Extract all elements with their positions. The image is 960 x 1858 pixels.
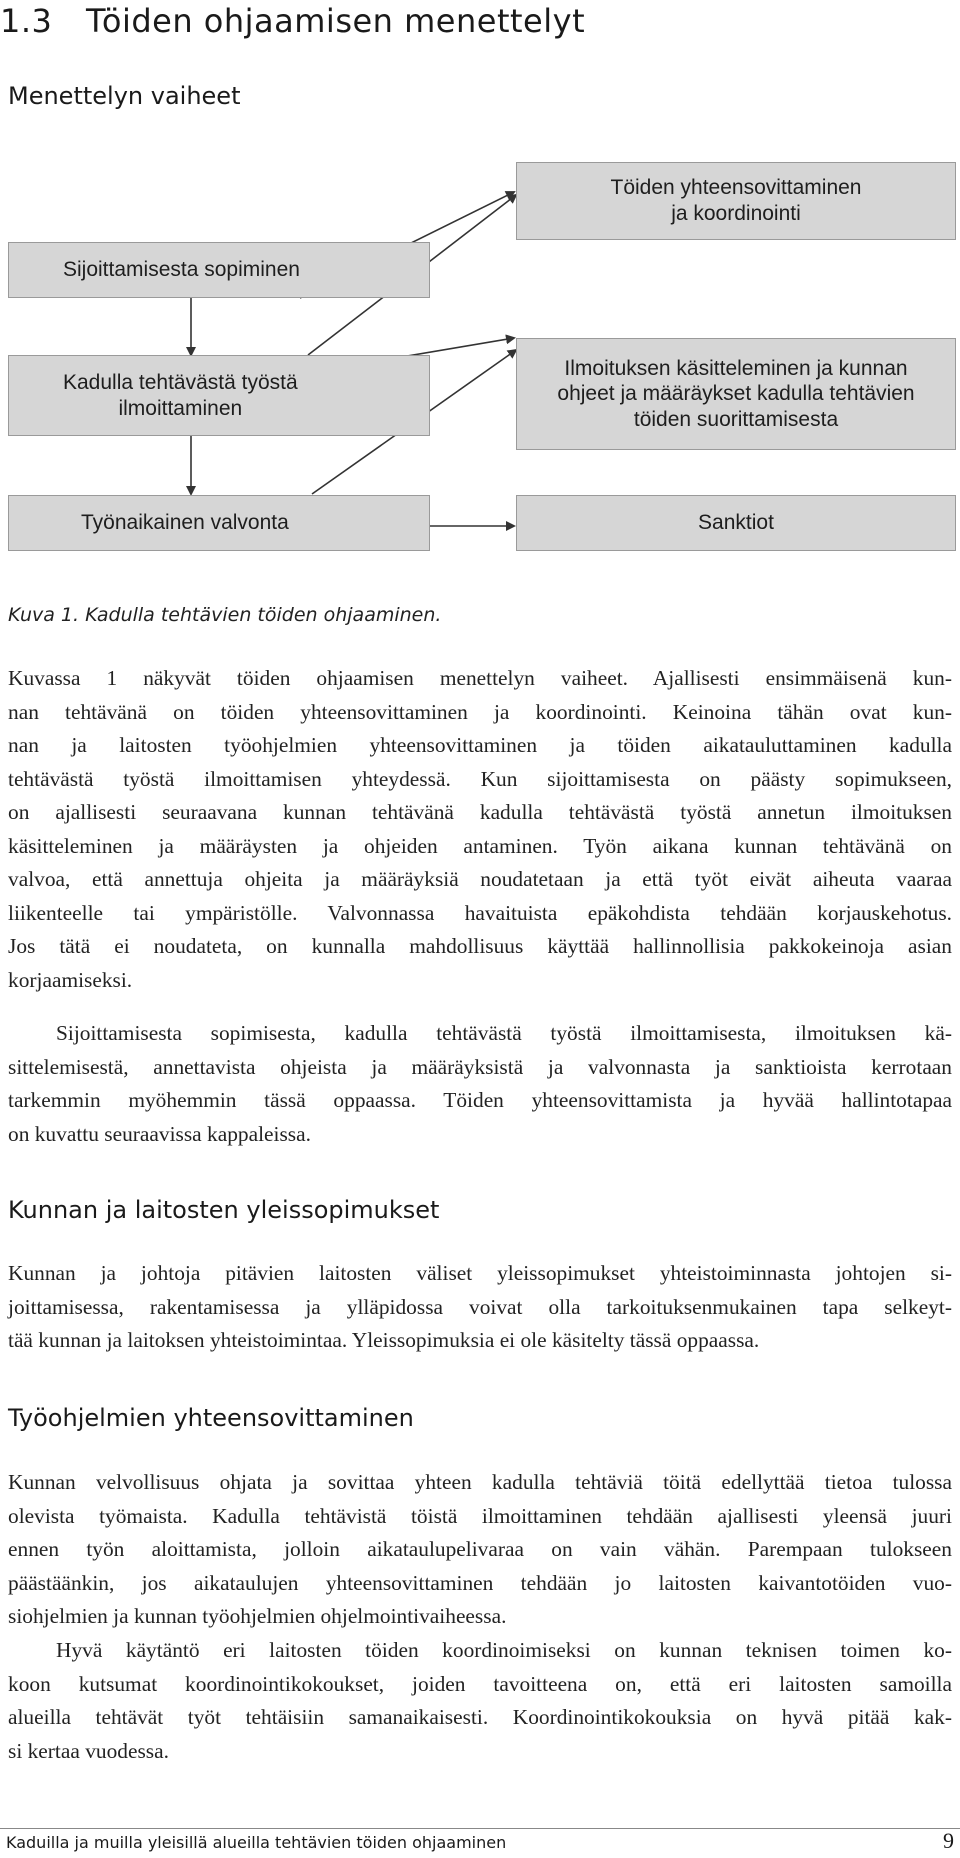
footer-divider [0, 1828, 960, 1829]
box-processing: Ilmoituksen käsitteleminen ja kunnan ohjeet ja määräykset kadulla tehtävien töiden suorittamisesta [516, 338, 956, 450]
box-sanctions: Sanktiot [516, 495, 956, 551]
figure-caption: Kuva 1. Kadulla tehtävien töiden ohjaaminen. [8, 604, 442, 626]
box-notification: Kadulla tehtävästä työstä ilmoittaminen [8, 355, 430, 436]
work-programs-paragraph-2: Hyvä käytäntö eri laitosten töiden koordinoimiseksi on kunnan teknisen toimen ko- koon kutsumat koordinointikokoukset, joiden tavoitteena on, että eri laitosten samoilla alueilla tehtävät työt tehtäisiin samanaikaisesti. Koordinointikokouksia on hyvä pitää kak- si kertaa vuodessa. [8, 1638, 952, 1763]
box-placement: Sijoittamisesta sopiminen [8, 242, 430, 298]
process-diagram [0, 150, 960, 570]
section-title-text: Töiden ohjaamisen menettelyt [86, 2, 586, 40]
footer-title: Kaduilla ja muilla yleisillä alueilla tehtävien töiden ohjaaminen [6, 1833, 507, 1852]
section-number: 1.3 [0, 2, 53, 40]
body-paragraph-2: Sijoittamisesta sopimisesta, kadulla tehtävästä työstä ilmoittamisesta, ilmoituksen kä- sittelemisestä, annettavista ohjeista ja määräyksistä ja valvonnasta ja sanktioista kerrotaan tarkemmin myöhemmin tässä oppaassa. Töiden yhteensovittamista ja hyvää hallintotapaa on kuvattu seuraavissa kappaleissa. [8, 1021, 952, 1146]
heading-work-programs: Työohjelmien yhteensovittaminen [8, 1404, 414, 1432]
body-paragraph-1: Kuvassa 1 näkyvät töiden ohjaamisen menettelyn vaiheet. Ajallisesti ensimmäisenä kun- nan tehtävänä on töiden yhteensovittaminen ja koordinointi. Keinoina tähän ovat kun- nan ja laitosten työohjelmien yhteensovittaminen ja töiden aikatauluttaminen kadulla tehtävästä työstä ilmoittamisen yhteydessä. Kun sijoittamisesta on päästy sopimukseen, on ajallisesti seuraavana kunnan tehtävänä kadulla tehtävästä työstä annetun ilmoituksen käsitteleminen ja määräysten ja ohjeiden antaminen. Työn aikana kunnan tehtävänä on valvoa, että annettuja ohjeita ja määräyksiä noudatetaan ja että työt eivät aiheuta vaaraa liikenteelle tai ympäristölle. Valvonnassa havaituista epäkohdista tehdään korjauskehotus. Jos tätä ei noudateta, on kunnalla mahdollisuus käyttää hallinnollisia pakkokeinoja asian korjaamiseksi. [8, 666, 952, 992]
box-supervision: Työnaikainen valvonta [8, 495, 430, 551]
work-programs-paragraph-1: Kunnan velvollisuus ohjata ja sovittaa yhteen kadulla tehtäviä töitä edellyttää tietoa tulossa olevista työmaista. Kadulla tehtävistä töistä ilmoittaminen tehdään ajallisesti yleensä juuri ennen työn aloittamista, jolloin aikataulupelivaraa on vain vähän. Parempaan tulokseen päästäänkin, jos aikataulujen yhteensovittaminen tehdään jo laitosten kaivantotöiden vuo- siohjelmien ja kunnan työohjelmien ohjelmointivaiheessa. [8, 1470, 952, 1628]
heading-general-agreements: Kunnan ja laitosten yleissopimukset [8, 1196, 440, 1224]
general-agreements-paragraph: Kunnan ja johtoja pitävien laitosten väliset yleissopimukset yhteistoiminnasta johtojen si- joittamisessa, rakentamisessa ja ylläpidossa voivat olla tarkoituksenmukainen tapa selkeyt- tää kunnan ja laitoksen yhteistoimintaa. Yleissopimuksia ei ole käsitelty tässä oppaassa. [8, 1261, 952, 1352]
page-number: 9 [943, 1828, 954, 1853]
section-title [0, 2, 585, 40]
subsection-title: Menettelyn vaiheet [8, 82, 241, 110]
box-coordination: Töiden yhteensovittaminen ja koordinointi [516, 162, 956, 240]
